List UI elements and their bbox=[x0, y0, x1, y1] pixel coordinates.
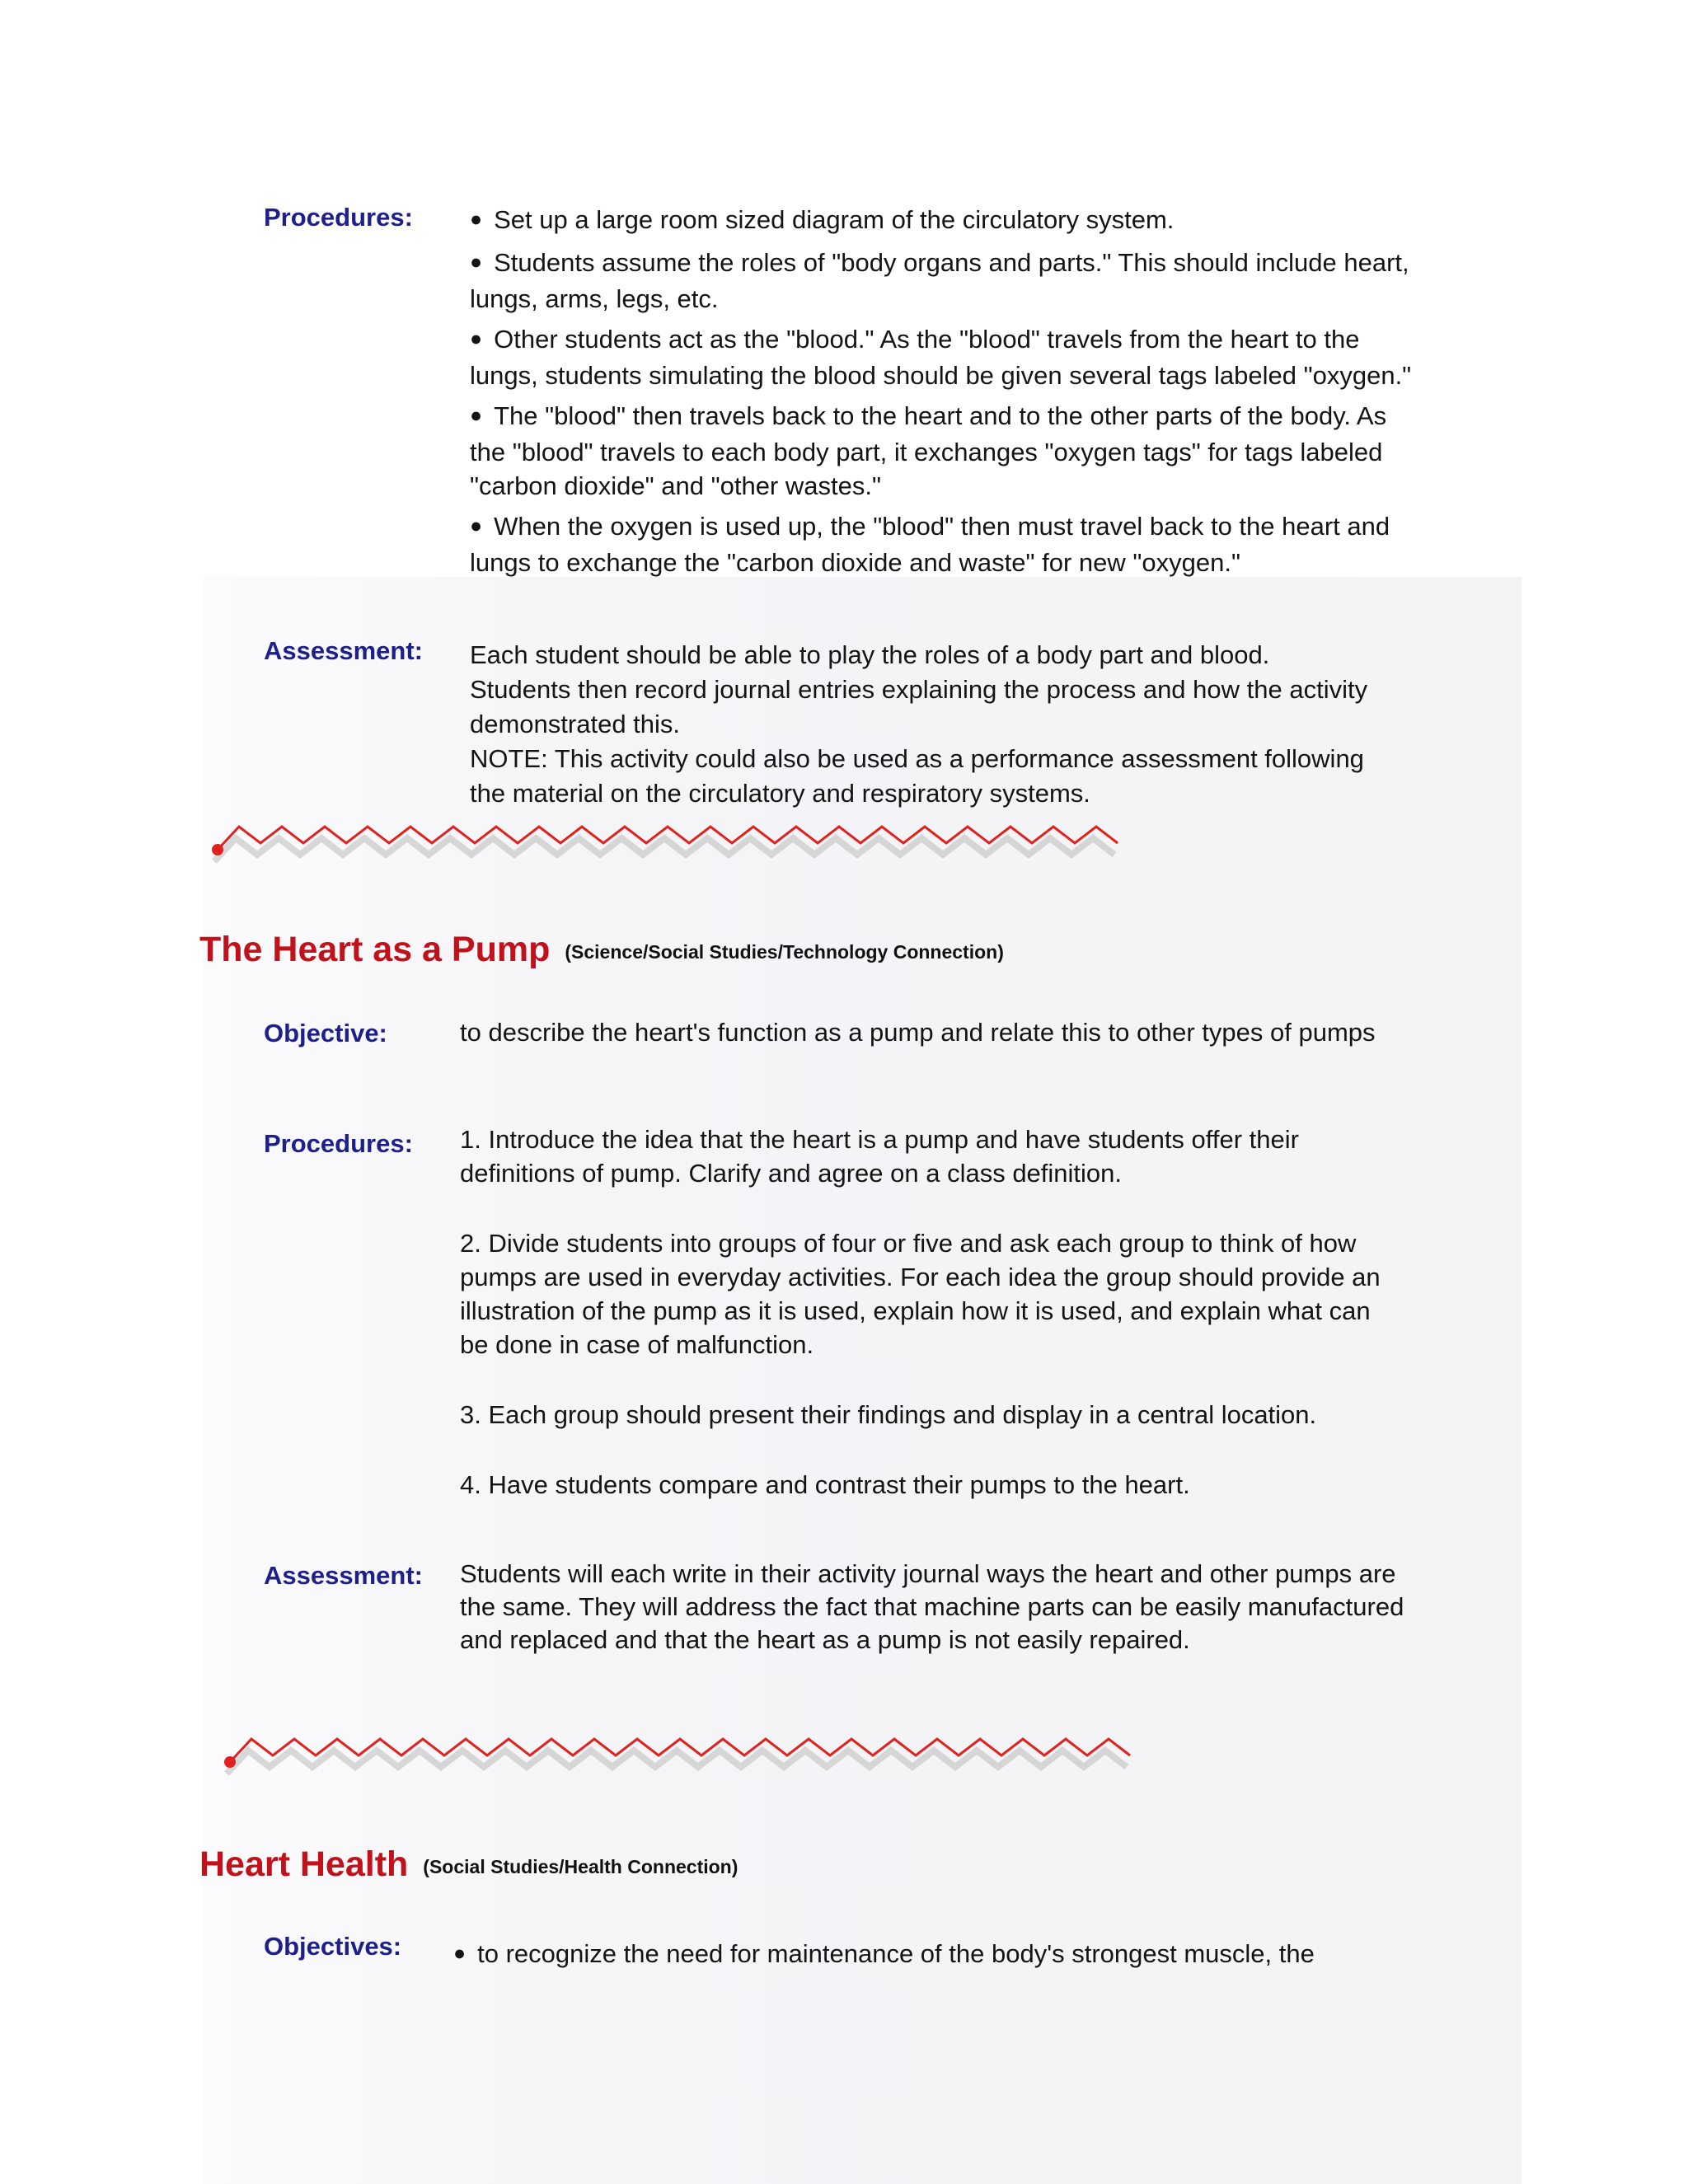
section-title-text: The Heart as a Pump bbox=[199, 930, 551, 969]
zigzag-divider bbox=[210, 1732, 1158, 1790]
list-item: ● The "blood" then travels back to the heart and to the other parts of the body. As the "blood" travels to each body part, it exchanges "oxygen tags" for tags labeled "carbon dioxide" and "other wastes." bbox=[470, 399, 1418, 503]
section-title bbox=[199, 930, 1004, 970]
assessment-line: Students then record journal entries explaining the process and how the activity demonstrated this. bbox=[470, 675, 1368, 738]
list-item: ● to recognize the need for maintenance of the body's strongest muscle, the bbox=[453, 1937, 1426, 1973]
list-item: 3. Each group should present their findings and display in a central location. bbox=[460, 1400, 1317, 1429]
list-item: ● Students assume the roles of "body organs and parts." This should include heart, lungs, arms, legs, etc. bbox=[470, 246, 1418, 316]
assessment-label: Assessment: bbox=[264, 636, 423, 665]
objectives-list bbox=[453, 1937, 1426, 1980]
procedures-label: Procedures: bbox=[264, 1129, 413, 1158]
list-item: ● Other students act as the "blood." As the "blood" travels from the heart to the lungs, students simulating the blood should be given several tags labeled "oxygen." bbox=[470, 322, 1418, 392]
section-title bbox=[199, 1844, 738, 1885]
objective-text: to describe the heart's function as a pump and relate this to other types of pumps bbox=[460, 1018, 1376, 1047]
list-item: 2. Divide students into groups of four or five and ask each group to think of how pumps are used in everyday activities. For each idea the group should provide an illustration of the pump as it is used, explain how it is used, and explain what can be done in case of malfunction. bbox=[460, 1229, 1381, 1359]
section-title-text: Heart Health bbox=[199, 1844, 409, 1884]
procedures-list bbox=[470, 203, 1418, 586]
section-connection: (Science/Social Studies/Technology Connection) bbox=[565, 941, 1004, 963]
assessment-note: NOTE: This activity could also be used as a performance assessment following the material on the circulatory and respiratory systems. bbox=[470, 744, 1364, 808]
section-connection: (Social Studies/Health Connection) bbox=[423, 1856, 738, 1877]
list-item: 1. Introduce the idea that the heart is a pump and have students offer their definitions of pump. Clarify and agree on a class definition. bbox=[460, 1125, 1299, 1188]
assessment-text bbox=[470, 638, 1393, 811]
list-item: 4. Have students compare and contrast their pumps to the heart. bbox=[460, 1470, 1190, 1499]
objectives-label: Objectives: bbox=[264, 1932, 402, 1961]
procedures-list bbox=[460, 1122, 1400, 1538]
assessment-label: Assessment: bbox=[264, 1561, 423, 1590]
assessment-text: Students will each write in their activity journal ways the heart and other pumps are the same. They will address the fact that machine parts can be easily manufactured and replaced and that the heart as a pump is not easily repaired. bbox=[460, 1559, 1404, 1654]
objective-label: Objective: bbox=[264, 1019, 387, 1047]
procedures-label: Procedures: bbox=[264, 203, 413, 232]
list-item: ● When the oxygen is used up, the "blood" then must travel back to the heart and lungs to exchange the "carbon dioxide and waste" for new "oxygen." bbox=[470, 509, 1418, 579]
assessment-line: Each student should be able to play the roles of a body part and blood. bbox=[470, 640, 1270, 669]
zigzag-divider bbox=[198, 820, 1146, 878]
list-item: ● Set up a large room sized diagram of the circulatory system. bbox=[470, 203, 1418, 239]
